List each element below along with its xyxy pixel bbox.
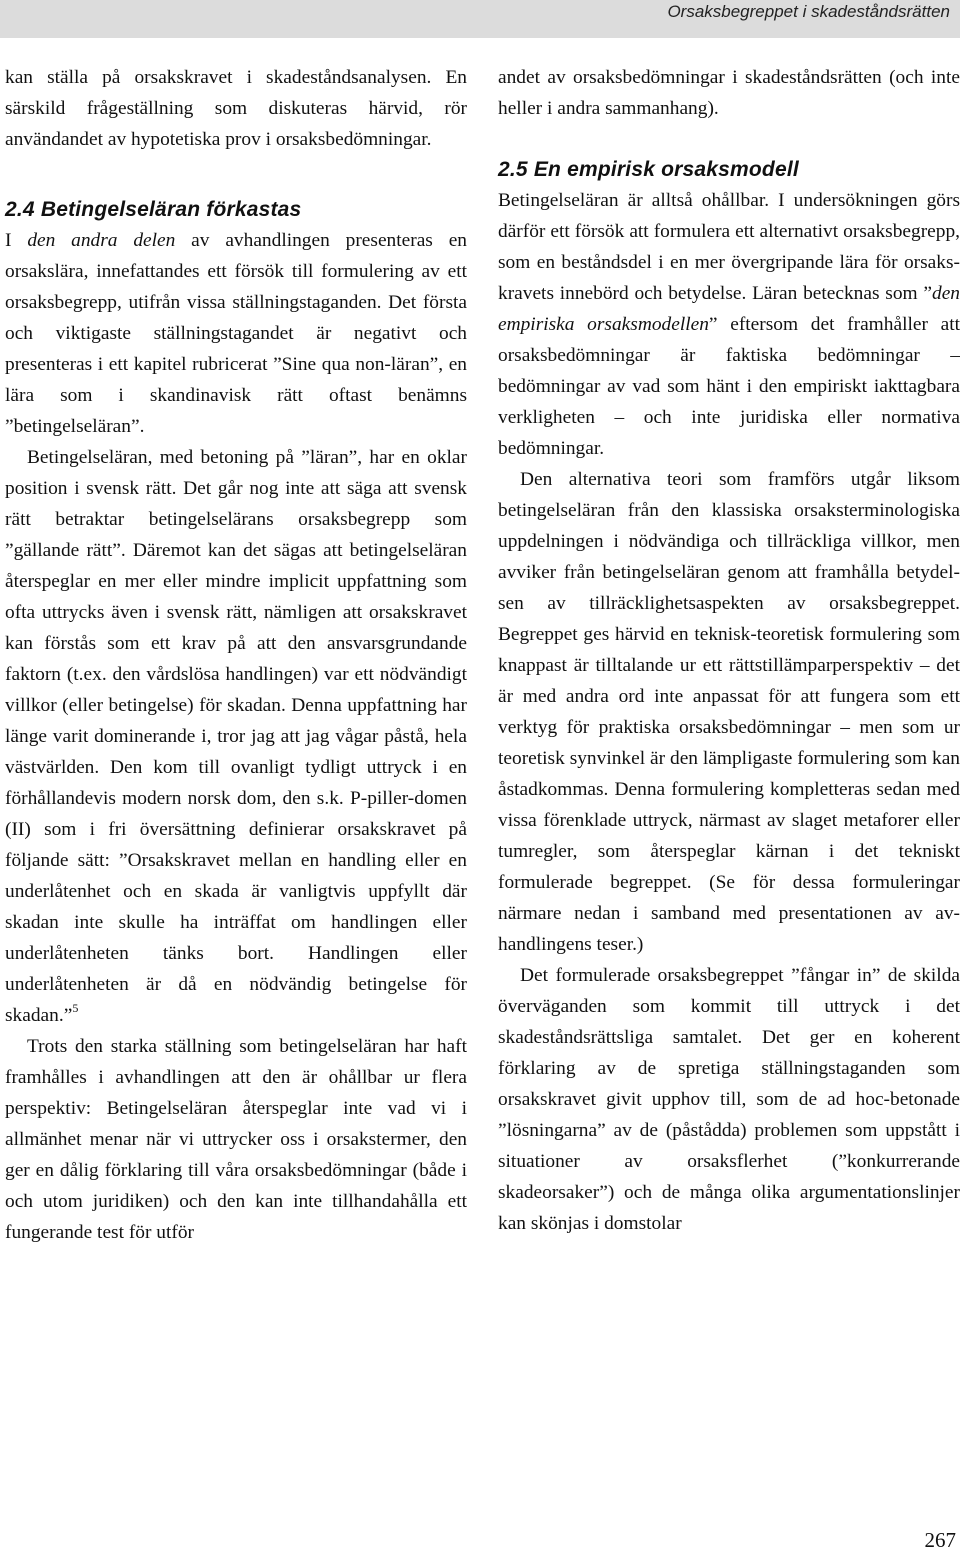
running-header-bar [0,0,960,38]
right-paragraph-1 [498,185,960,464]
right-paragraph-2: Den alternativa teori som framförs utgår liksom betingelseläran från den klassiska orsaksterminologiska uppdelningen i nödvändiga och tillräckliga villkor, men avviker från betingelseläran genom att framhålla betydelsen av tillräcklighetsaspekten av orsaksbegreppet. Begreppet ges härvid en teknisk-teoretisk formulering som knappast är tilltalande ur ett rättstillämparperspektiv – det är med andra ord inte anpassat för att fungera som ett verktyg för praktiska orsaksbedömningar – men som ur teoretisk synvinkel är den lämpligaste formulering som kan åstadkommas. Denna formulering kompletteras sedan med vissa förenklade uttryck, närmast av slaget metaforer eller tumregler, som återspeglar kärnan i det tekniskt formulerade begreppet. (Se för dessa formuleringar närmare nedan i samband med presentationen av avhandlingens teser.) [498,469,960,955]
right-column [498,62,960,1239]
section-heading-2-5: 2.5 En empirisk orsaksmodell [498,158,799,181]
left-column [5,62,467,1248]
left-paragraph-3: Trots den starka ställning som betingelseläran har haft framhålles i avhandlingen att den är ohållbar ur flera perspektiv: Betingelseläran återspeglar inte vad vi i allmänhet menar när vi uttrycker oss i orsakstermer, den ger en dålig förklaring till våra orsaksbedömningar (både i och utom juridiken) och den kan inte tillhandahålla ett fungerande test för utför [5,1036,467,1243]
p1-prefix: I [5,230,28,251]
right-paragraph-3: Det formulerade orsaksbegreppet ”fångar in” de skilda överväganden som kommit till uttryck i det skadeståndsrättsliga samtalet. Det ger en koherent förklaring av de spretiga ställningstaganden som orsakskravet givit upphov till, som de ad hoc-betonade ”lösningarna” av de (påstådda) problemen som uppstått i situationer av orsaksflerhet (”konkurrerande skadeorsaker”) och de många olika argumentationslinjer kan skönjas i domstolar [498,965,960,1234]
left-paragraph-continued: kan ställa på orsakskravet i skadeståndsanalysen. En särskild frågeställning som diskuteras härvid, rör användandet av hypotetiska prov i orsaksbedömningar. [5,67,467,150]
running-title: Orsaksbegreppet i skadeståndsrätten [667,2,950,21]
section-heading-2-4: 2.4 Betingelseläran förkastas [5,198,302,221]
page-number: 267 [924,1528,956,1552]
p2-text: Betingelseläran, med betoning på ”läran”, har en oklar position i svensk rätt. Det går nog inte att säga att svensk rätt betraktar betingelselärans orsaksbegrepp som ”gällande rätt”. Däremot kan det sägas att betingelseläran återspeglar en mer eller mindre implicit uppfattning som ofta uttrycks även i svensk rätt, nämligen att orsakskravet kan förstås som ett krav på att den ansvarsgrundande faktorn (t.ex. den vårdslösa handlingen) var ett nödvändigt villkor (eller betingelse) för skadan. Denna uppfattning har länge varit dominerande i, tror jag att jag vågar påstå, hela västvärlden. Den kom till ovanligt tydligt uttryck i en förhållandevis modern norsk dom, den s.k. P-piller-domen (II) som i fri översättning definierar orsakskravet på följande sätt: ”Orsakskravet mellan en handling eller en underlåtenhet och en skada är vanligtvis uppfyllt där skadan inte skulle ha inträffat om handlingen eller underlåtenheten tänks bort. Handlingen eller underlåtenheten är då en nödvändig betingelse för skadan.” [5,447,467,1026]
left-paragraph-2 [5,442,467,1031]
right-paragraph-continued: andet av orsaksbedömningar i skadeståndsrätten (och inte heller i andra sammanhang). [498,67,960,119]
footnote-marker: 5 [72,1000,79,1015]
left-paragraph-1 [5,225,467,442]
rp1-prefix: Betingelseläran är alltså ohållbar. I undersökningen görs därför ett försök att formulera ett alternativt orsaksbegrepp, som en beståndsdel i en mer övergripande lära för orsakskravets innebörd och betydelse. Läran betecknas som ” [498,190,960,304]
p1-emphasis: den andra delen [27,230,176,251]
p1-rest: av avhandlingen presenteras en orsakslära, innefattandes ett försök till formulering av ett orsaksbegrepp, utifrån vissa ställningstaganden. Det första och viktigaste ställningstagandet är negativt och presenteras i ett kapitel rubricerat ”Sine qua non-läran”, en lära som i skandinavisk rätt oftast benämns ”betingelseläran”. [5,230,467,437]
rp1-rest: ” eftersom det framhåller att orsaksbedömningar är faktiska bedömningar – bedömningar av vad som hänt i den empiriskt iakttagbara verkligheten – och inte juridiska eller normativa bedömningar. [498,314,960,459]
rp1-emphasis: den empiriska orsaksmodellen [498,283,960,335]
